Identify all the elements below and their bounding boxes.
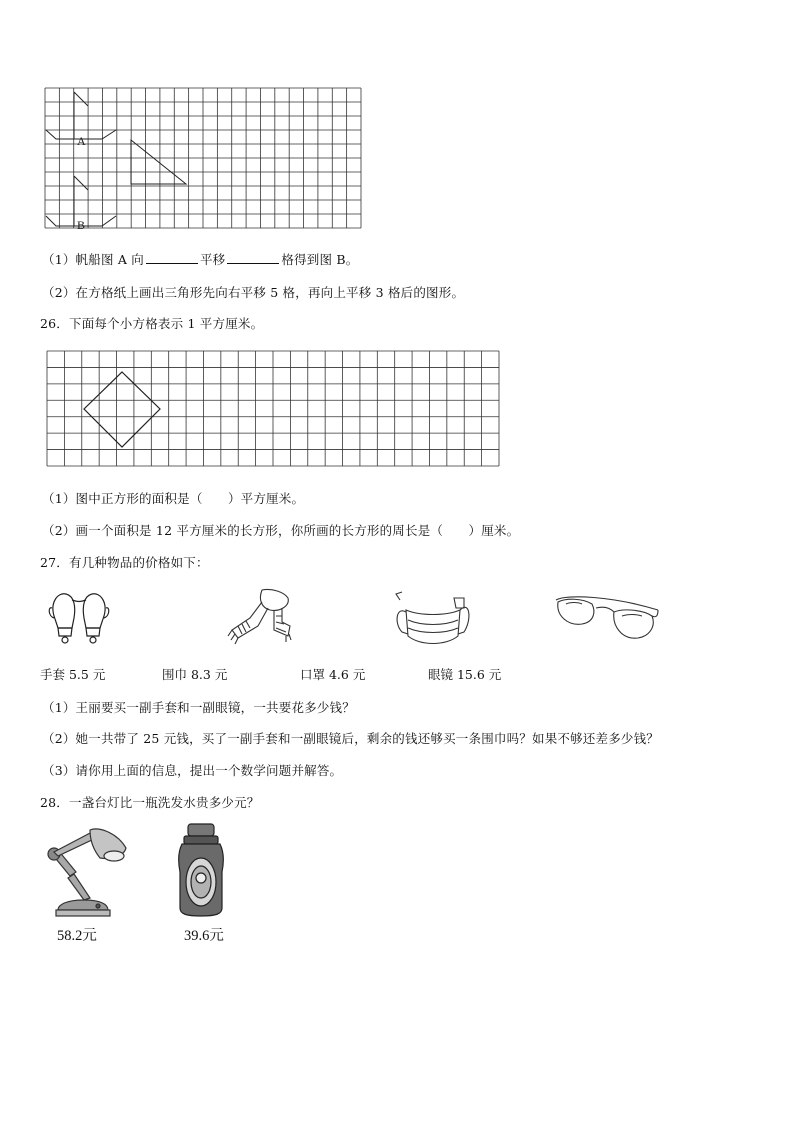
shampoo-price: 39.6元	[184, 928, 224, 944]
q27-title: 27．有几种物品的价格如下：	[40, 555, 209, 570]
q25-sub2: （2）在方格纸上画出三角形先向右平移 5 格，再向上平移 3 格后的图形。	[42, 285, 465, 300]
distance-blank[interactable]	[227, 251, 279, 264]
face-mask-icon	[392, 590, 472, 652]
label-a: A	[77, 134, 86, 148]
price-scarf: 围巾 8.3 元	[162, 667, 228, 682]
mittens-icon	[48, 588, 110, 644]
q27-sub2: （2）她一共带了 25 元钱，买了一副手套和一副眼镜后，剩余的钱还够买一条围巾吗？如果不够还差多少钱？	[42, 731, 660, 746]
desk-lamp-icon	[40, 824, 132, 920]
price-glasses: 眼镜 15.6 元	[428, 667, 502, 682]
q27-sub3: （3）请你用上面的信息，提出一个数学问题并解答。	[42, 763, 343, 778]
triangle-shape	[131, 140, 186, 184]
tilted-square	[84, 372, 160, 447]
shampoo-bottle-icon	[176, 822, 226, 918]
lamp-price: 58.2元	[57, 928, 97, 944]
price-mask: 口罩 4.6 元	[300, 667, 366, 682]
q26-title: 26．下面每个小方格表示 1 平方厘米。	[40, 316, 264, 331]
scarf-icon	[228, 586, 294, 646]
direction-blank[interactable]	[146, 251, 198, 264]
q26-sub1: （1）图中正方形的面积是（ ）平方厘米。	[42, 491, 305, 506]
sailboat-grid	[44, 88, 364, 230]
sailboat-a-sail	[74, 92, 88, 106]
label-b: B	[77, 218, 86, 232]
q27-sub1: （1）王丽要买一副手套和一副眼镜，一共要花多少钱？	[42, 700, 355, 715]
glasses-icon	[552, 590, 660, 644]
square-grid	[46, 350, 502, 468]
q25-sub1: （1）帆船图 A 向 平移 格得到图 B。	[42, 252, 359, 267]
q28-title: 28．一盏台灯比一瓶洗发水贵多少元？	[40, 795, 260, 810]
sailboat-b-sail	[74, 176, 88, 190]
price-mittens: 手套 5.5 元	[40, 667, 106, 682]
q26-sub2: （2）画一个面积是 12 平方厘米的长方形，你所画的长方形的周长是（ ）厘米。	[42, 523, 520, 538]
